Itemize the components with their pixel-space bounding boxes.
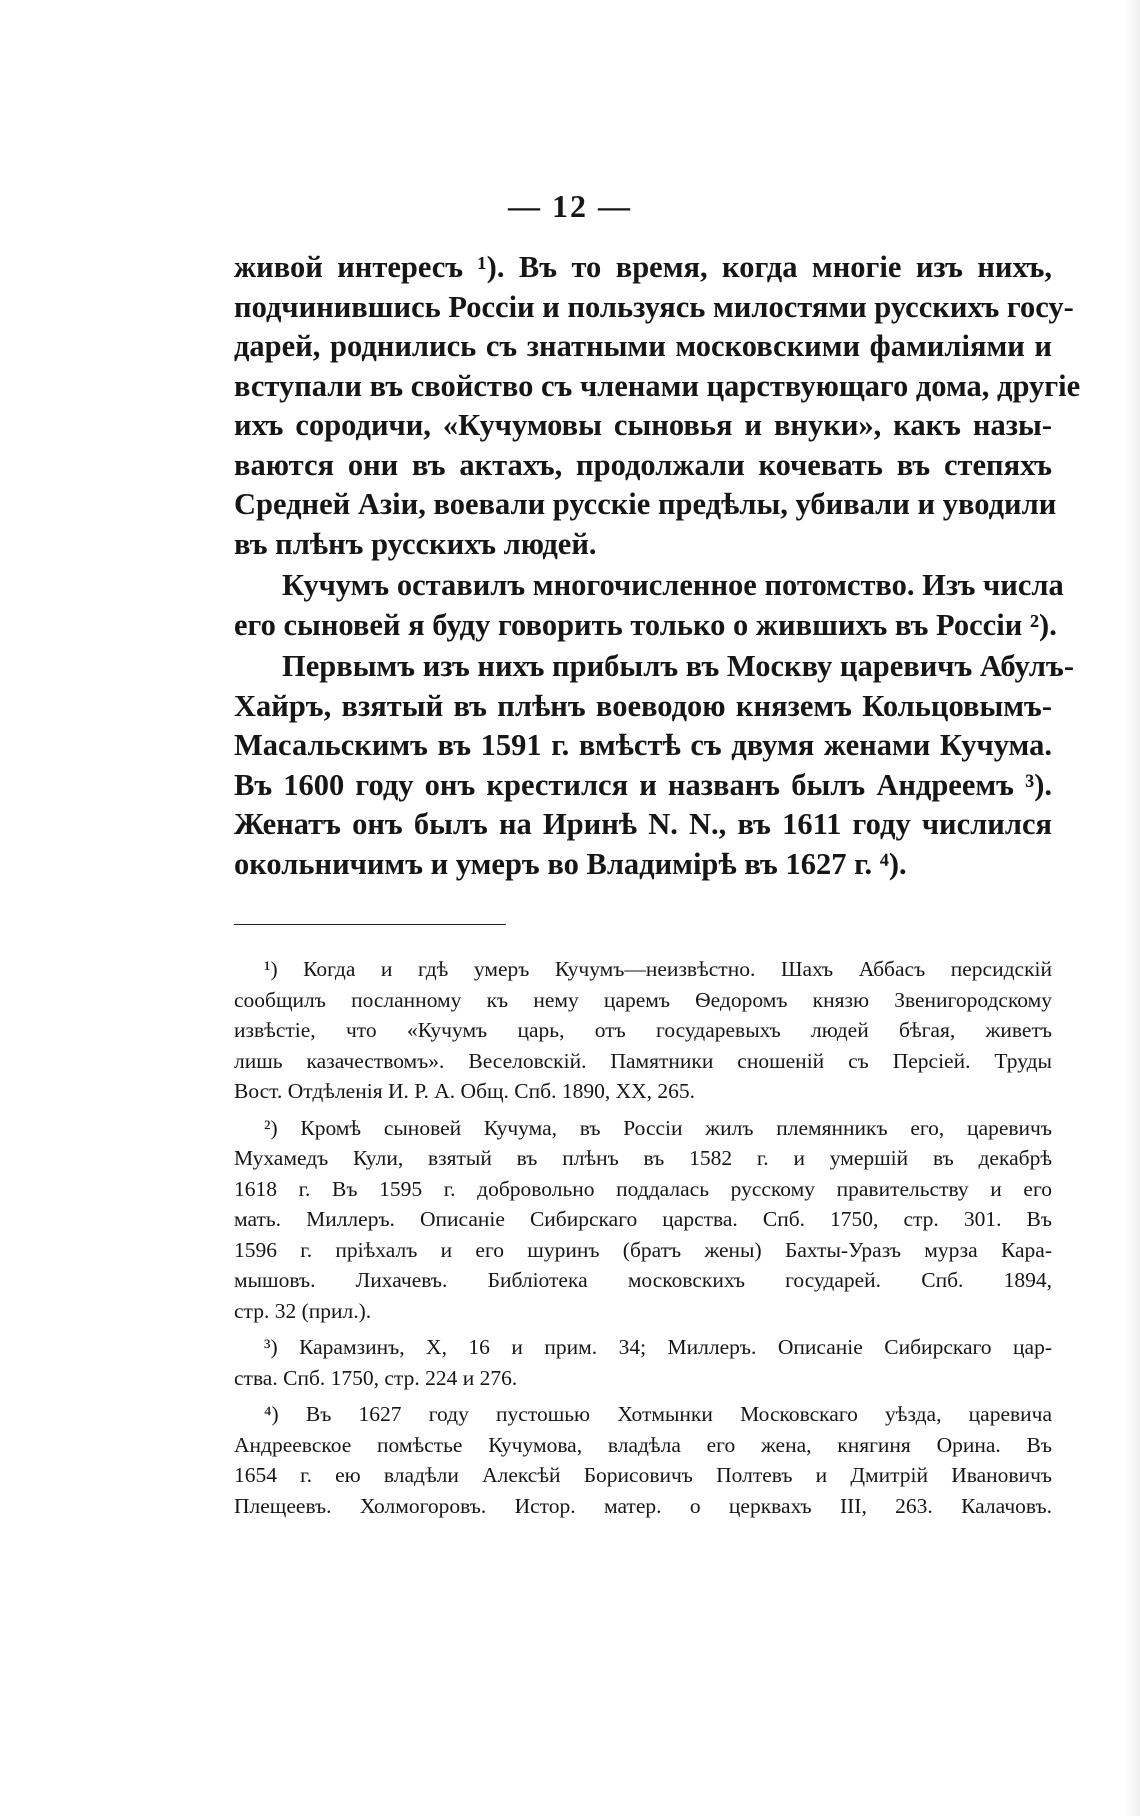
footnote-line: извѣстіе, что «Кучумъ царь, отъ государевыхъ людей бѣгая, живетъ — [234, 1018, 1052, 1042]
text-line: живой интересъ ¹). Въ то время, когда многіе изъ нихъ, — [234, 250, 1052, 284]
footnote-4 — [234, 1399, 1052, 1521]
footnote-line: Андреевское помѣстье Кучумова, владѣла его жена, княгиня Орина. Въ — [234, 1432, 1052, 1457]
footnote-3 — [234, 1332, 1052, 1393]
footnotes — [234, 954, 1052, 1527]
footnote-line: ства. Спб. 1750, стр. 224 и 276. — [234, 1365, 518, 1390]
text-line: его сыновей я буду говорить только о жившихъ въ Россіи ²). — [234, 607, 1057, 642]
text-line: Средней Азіи, воевали русскіе предѣлы, убивали и уводили — [234, 487, 1057, 521]
footnote-line: ³) Карамзинъ, X, 16 и прим. 34; Миллеръ. Описаніе Сибирскаго цар- — [264, 1335, 1052, 1359]
text-line: Хайръ, взятый въ плѣнъ воеводою княземъ Кольцовымъ- — [234, 688, 1052, 723]
text-line: Женатъ онъ былъ на Иринѣ N. N., въ 1611 году числился — [234, 807, 1052, 841]
paragraph-3 — [234, 647, 1074, 884]
footnote-line: ⁴) Въ 1627 году пустошью Хотмынки Московскаго уѣзда, царевича — [264, 1402, 1052, 1426]
text-line: окольничимъ и умеръ во Владимірѣ въ 1627 г. ⁴). — [234, 846, 907, 881]
text-line: въ плѣнъ русскихъ людей. — [234, 526, 597, 561]
footnote-line: Мухамедъ Кули, взятый въ плѣнъ въ 1582 г. и умершій въ декабрѣ — [234, 1146, 1052, 1170]
text-line: ихъ сородичи, «Кучумовы сыновья и внуки», какъ назы- — [234, 408, 1052, 442]
paragraph-2 — [234, 566, 1064, 645]
page-number: — 12 — — [508, 188, 632, 224]
text-line: Первымъ изъ нихъ прибылъ въ Москву царевичъ Абулъ- — [282, 649, 1074, 683]
footnote-line: ¹) Когда и гдѣ умеръ Кучумъ—неизвѣстно. Шахъ Аббасъ персидскій — [264, 957, 1052, 981]
footnote-line: ²) Кромѣ сыновей Кучума, въ Россіи жилъ племянникъ его, царевичъ — [264, 1115, 1052, 1140]
text-line: вступали въ свойство съ членами царствующаго дома, другіе — [234, 368, 1081, 403]
footnote-line: 1618 г. Въ 1595 г. добровольно поддалась русскому правительству и его — [234, 1176, 1052, 1201]
main-text — [234, 248, 1081, 886]
footnote-line: мышовъ. Лихачевъ. Библіотека московскихъ государей. Спб. 1894, — [234, 1268, 1052, 1292]
footnote-line: 1596 г. пріѣхалъ и его шуринъ (братъ жены) Бахты-Уразъ мурза Кара- — [234, 1237, 1052, 1262]
text-line: дарей, роднились съ знатными московскими фамиліями и — [234, 329, 1052, 363]
text-line: Въ 1600 году онъ крестился и названъ былъ Андреемъ ³). — [234, 767, 1052, 802]
text-line: Масальскимъ въ 1591 г. вмѣстѣ съ двумя женами Кучума. — [234, 728, 1052, 762]
footnote-divider — [234, 924, 506, 925]
text-line: ваются они въ актахъ, продолжали кочевать въ степяхъ — [234, 447, 1052, 482]
footnote-line: лишь казачествомъ». Веселовскій. Памятники сношеній съ Персіей. Труды — [234, 1048, 1052, 1073]
footnote-1 — [234, 954, 1052, 1107]
paragraph-1 — [234, 248, 1081, 564]
text-line: Кучумъ оставилъ многочисленное потомство. Изъ числа — [282, 568, 1064, 602]
footnote-line: Плещеевъ. Холмогоровъ. Истор. матер. о церквахъ III, 263. Калачовъ. — [234, 1493, 1052, 1518]
footnote-line: 1654 г. ею владѣли Алексѣй Борисовичъ Полтевъ и Дмитрій Ивановичъ — [234, 1463, 1052, 1487]
text-line: подчинившись Россіи и пользуясь милостями русскихъ госу- — [234, 289, 1074, 324]
footnote-line: сообщилъ посланному къ нему царемъ Ѳедоромъ князю Звенигородскому — [234, 987, 1052, 1012]
footnote-line: Вост. Отдѣленія И. Р. А. Общ. Спб. 1890, XX, 265. — [234, 1079, 696, 1103]
page-edge-shadow — [1124, 0, 1140, 1816]
footnote-line: мать. Миллеръ. Описаніе Сибирскаго царства. Спб. 1750, стр. 301. Въ — [234, 1207, 1052, 1231]
footnote-line: стр. 32 (прил.). — [234, 1298, 372, 1323]
footnote-2 — [234, 1113, 1052, 1327]
